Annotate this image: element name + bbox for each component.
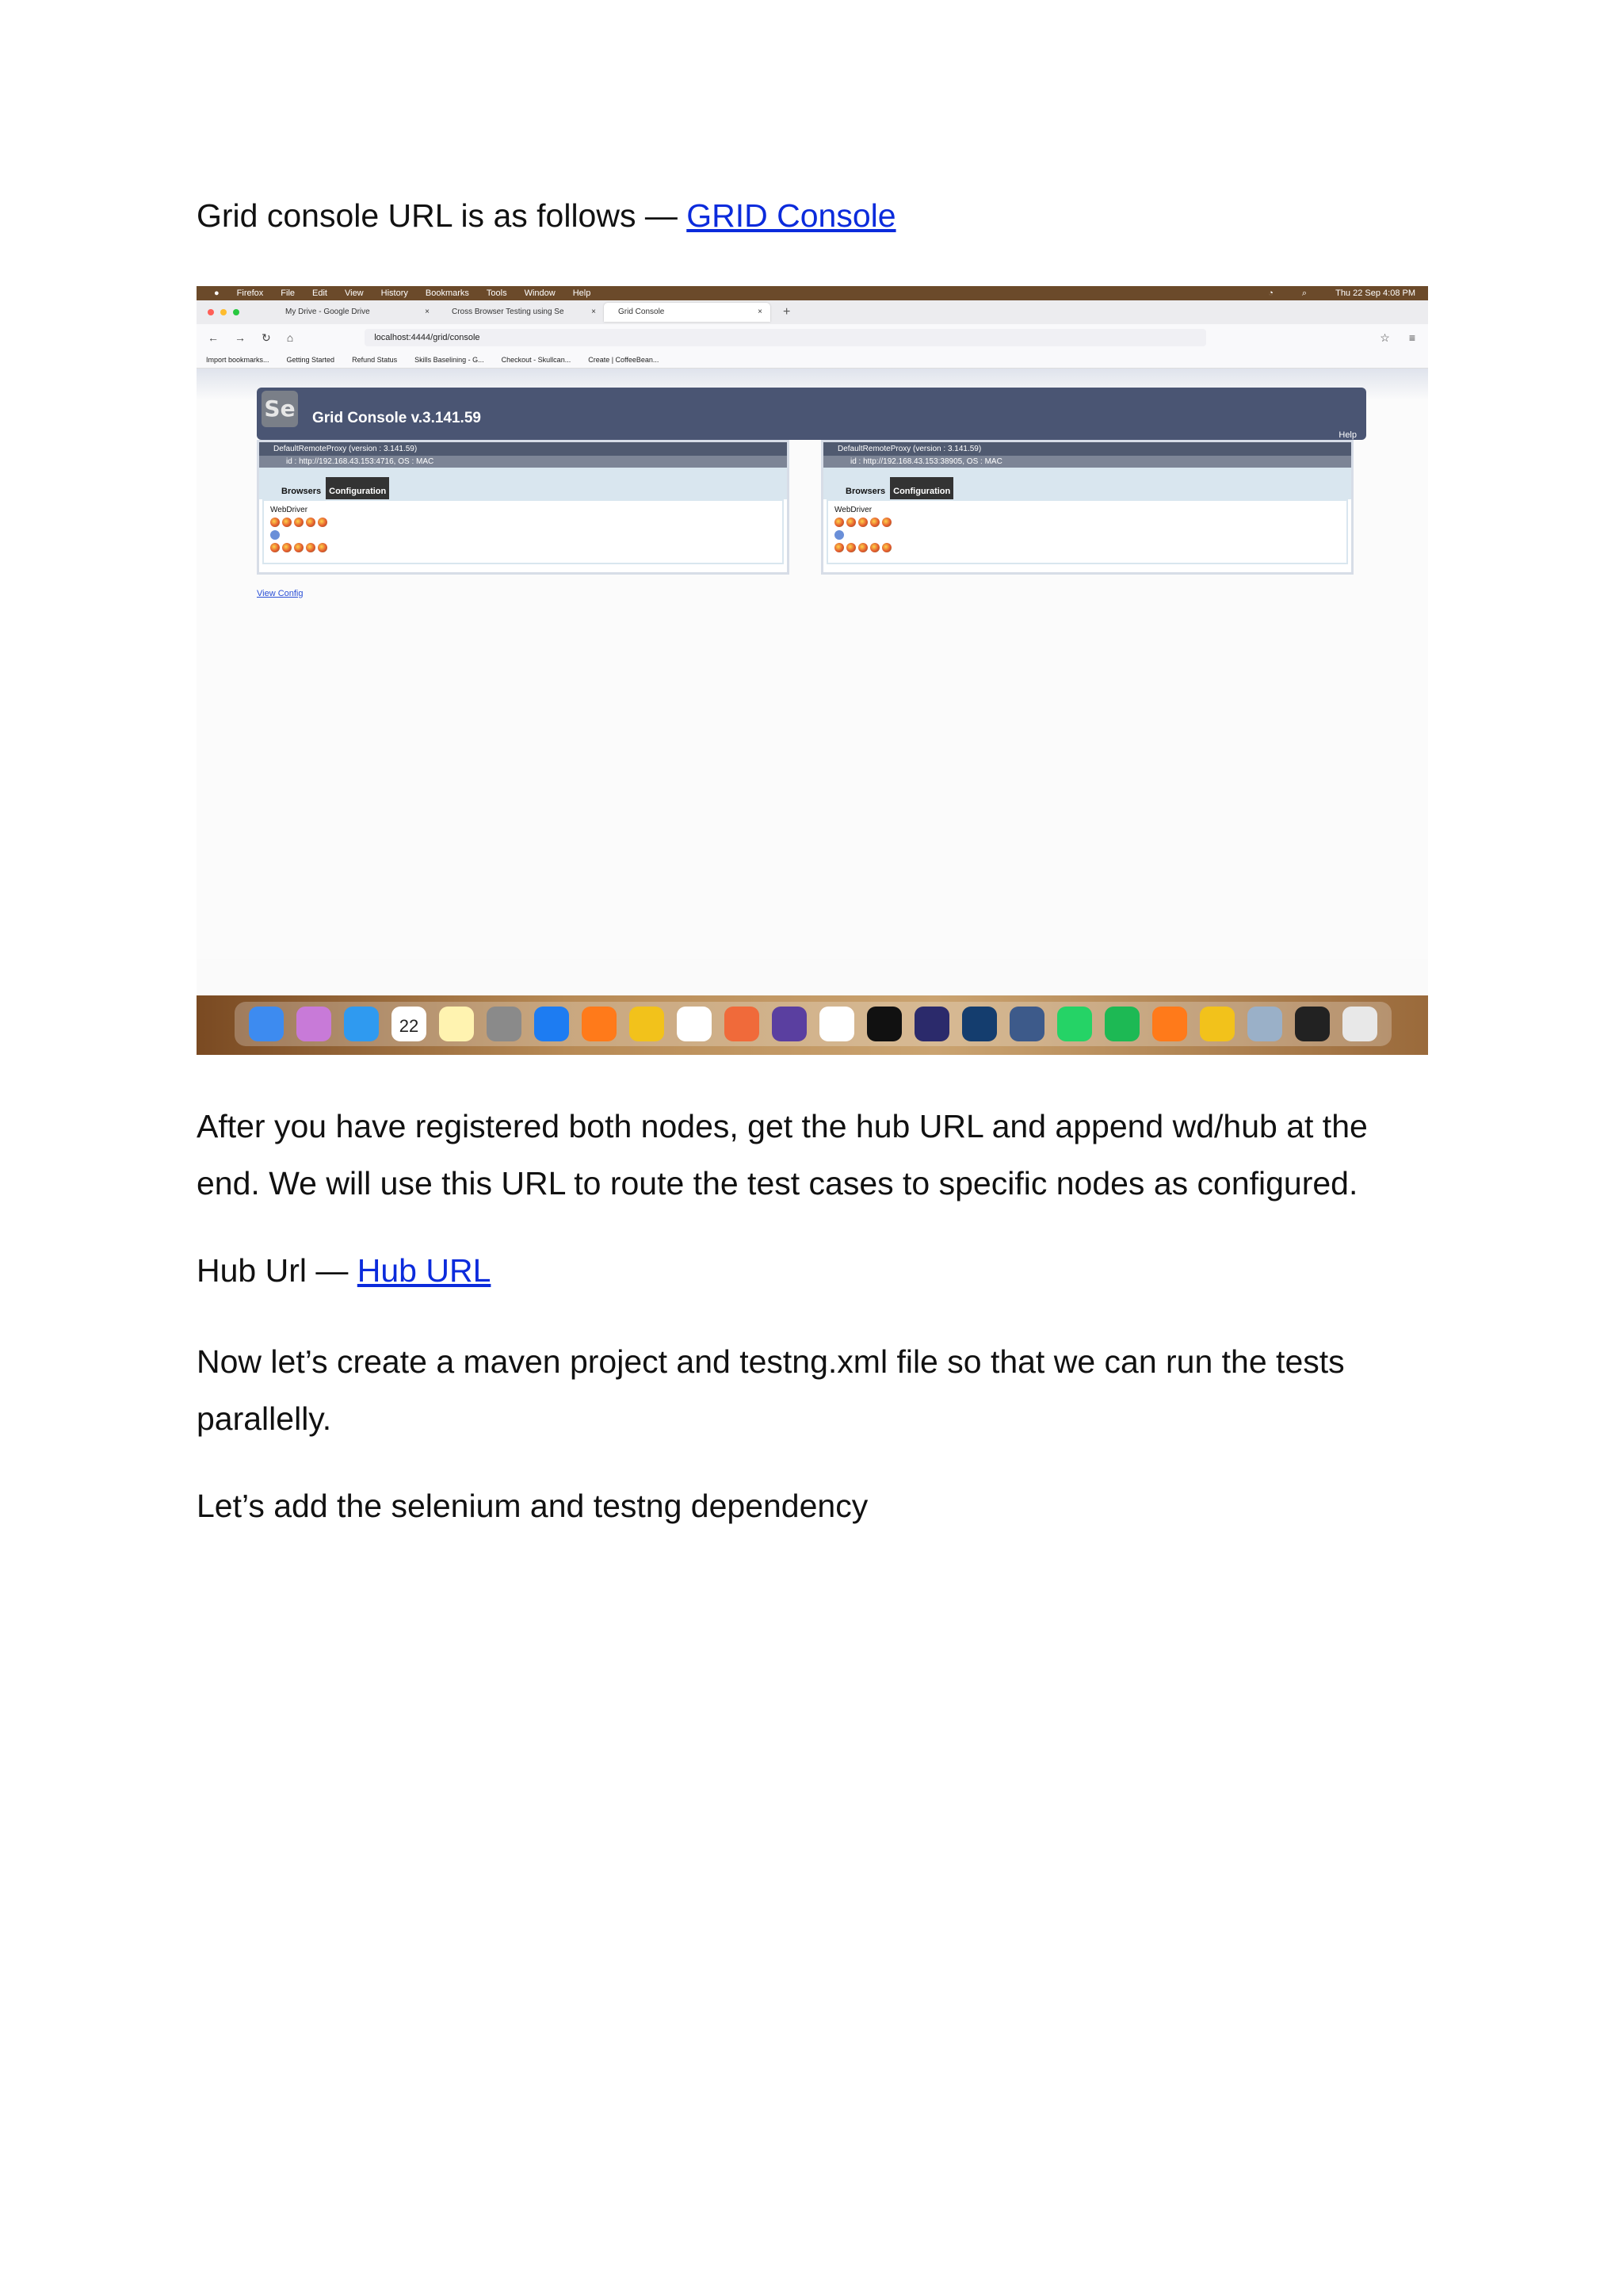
terminal-window-icon [1295, 1007, 1330, 1041]
quicktime-icon [962, 1007, 997, 1041]
bookmark-item: Getting Started [286, 356, 335, 364]
firefox-icon [582, 1007, 617, 1041]
proxy-id: id : http://192.168.43.153:38905, OS : MAC [823, 456, 1351, 468]
chrome-icon [629, 1007, 664, 1041]
close-window-icon [208, 309, 214, 315]
tab-browsers: Browsers [846, 487, 886, 496]
finder-app-icon [1010, 1007, 1044, 1041]
window-controls [208, 309, 239, 315]
grid-console-page [197, 369, 1428, 959]
menu-tools: Tools [486, 288, 507, 298]
bookmark-item: Create | CoffeeBean... [588, 356, 659, 364]
trash-icon [1342, 1007, 1377, 1041]
grid-console-header [257, 388, 1366, 440]
tab-browsers: Browsers [281, 487, 322, 496]
hub-text: Hub Url — [197, 1252, 357, 1289]
menu-file: File [281, 288, 296, 298]
view-config-link: View Config [257, 589, 304, 598]
menu-bookmarks: Bookmarks [425, 288, 469, 298]
preview-doc-icon [1247, 1007, 1282, 1041]
close-tab-icon: × [591, 308, 596, 316]
calendar-icon: 22 [391, 1007, 426, 1041]
back-icon: ← [208, 330, 219, 344]
forward-icon: → [235, 330, 246, 344]
help-link: Help [1338, 430, 1357, 440]
proxy-id: id : http://192.168.43.153:4716, OS : MAC [259, 456, 787, 468]
intro-text: Grid console URL is as follows — [197, 197, 687, 234]
firefox-icon [1152, 1007, 1187, 1041]
bookmark-item: Import bookmarks... [206, 356, 269, 364]
clock: Thu 22 Sep 4:08 PM [1335, 288, 1415, 298]
bookmark-star-icon: ☆ [1380, 330, 1390, 344]
menu-hamburger-icon: ≡ [1408, 330, 1415, 344]
tab-configuration: Configuration [890, 477, 953, 499]
menu-view: View [344, 288, 364, 298]
grid-console-link[interactable]: GRID Console [686, 197, 896, 234]
reload-icon: ↻ [262, 330, 271, 344]
browser-tabbar [197, 300, 1428, 324]
slack-icon [677, 1007, 712, 1041]
finder-icon [249, 1007, 284, 1041]
new-tab-icon: + [783, 305, 791, 319]
wifi-icon: ◔ [1268, 288, 1274, 298]
hub-url-paragraph [197, 1242, 1433, 1299]
apple-icon: ● [214, 288, 220, 298]
home-icon: ⌂ [286, 330, 294, 344]
minimize-window-icon [220, 309, 227, 315]
proxy-panel-1 [257, 440, 789, 575]
para-add-dependency: Let’s add the selenium and testng dependency [197, 1488, 869, 1524]
close-tab-icon: × [425, 308, 430, 316]
selenium-logo: Se [262, 391, 298, 427]
chrome-icon [1200, 1007, 1235, 1041]
pencil-app-icon [724, 1007, 759, 1041]
close-tab-icon: × [758, 308, 762, 316]
tab-grid-console: Grid Console × [604, 303, 770, 322]
webdriver-label: WebDriver [834, 506, 873, 514]
launchpad-icon [296, 1007, 331, 1041]
terminal-icon [867, 1007, 902, 1041]
tab-google-drive: My Drive - Google Drive × [271, 303, 437, 322]
eclipse-icon [915, 1007, 949, 1041]
proxy-panel-2 [821, 440, 1354, 575]
intro-paragraph [197, 187, 1433, 244]
safari-icon [344, 1007, 379, 1041]
tab-cross-browser: Cross Browser Testing using Se × [437, 303, 604, 322]
menu-help: Help [572, 288, 591, 298]
para-maven-project: Now let’s create a maven project and testng.xml file so that we can run the tests parallelly. [197, 1343, 1345, 1437]
grid-console-title: Grid Console v.3.141.59 [312, 410, 481, 426]
browser-navbar [197, 324, 1428, 351]
menu-firefox: Firefox [236, 288, 264, 298]
bookmark-item: Skills Baselining - G... [414, 356, 484, 364]
bookmark-item: Checkout - Skullcan... [501, 356, 571, 364]
address-bar: localhost:4444/grid/console [365, 329, 1206, 346]
app-store-icon [534, 1007, 569, 1041]
para-register-nodes: After you have registered both nodes, get the hub URL and append wd/hub at the end. We will use this URL to route the test cases to specific nodes as configured. [197, 1108, 1368, 1201]
bookmarks-bar [197, 351, 1428, 369]
notes-icon [439, 1007, 474, 1041]
proxy-version: DefaultRemoteProxy (version : 3.141.59) [823, 442, 1351, 456]
whatsapp-icon [1057, 1007, 1092, 1041]
menu-window: Window [524, 288, 556, 298]
search-icon: ⌕ [1301, 288, 1308, 298]
tab-configuration: Configuration [326, 477, 389, 499]
menu-history: History [380, 288, 408, 298]
grid-console-screenshot [197, 286, 1428, 1055]
mac-menubar [197, 286, 1428, 300]
proxy-version: DefaultRemoteProxy (version : 3.141.59) [259, 442, 787, 456]
bookmark-item: Refund Status [352, 356, 398, 364]
settings-icon [487, 1007, 521, 1041]
spotify-icon [1105, 1007, 1140, 1041]
xcode-icon [819, 1007, 854, 1041]
preview-icon [772, 1007, 807, 1041]
mac-dock [197, 995, 1428, 1055]
menu-edit: Edit [312, 288, 327, 298]
webdriver-label: WebDriver [270, 506, 308, 514]
hub-url-link[interactable]: Hub URL [357, 1252, 491, 1289]
zoom-window-icon [233, 309, 239, 315]
